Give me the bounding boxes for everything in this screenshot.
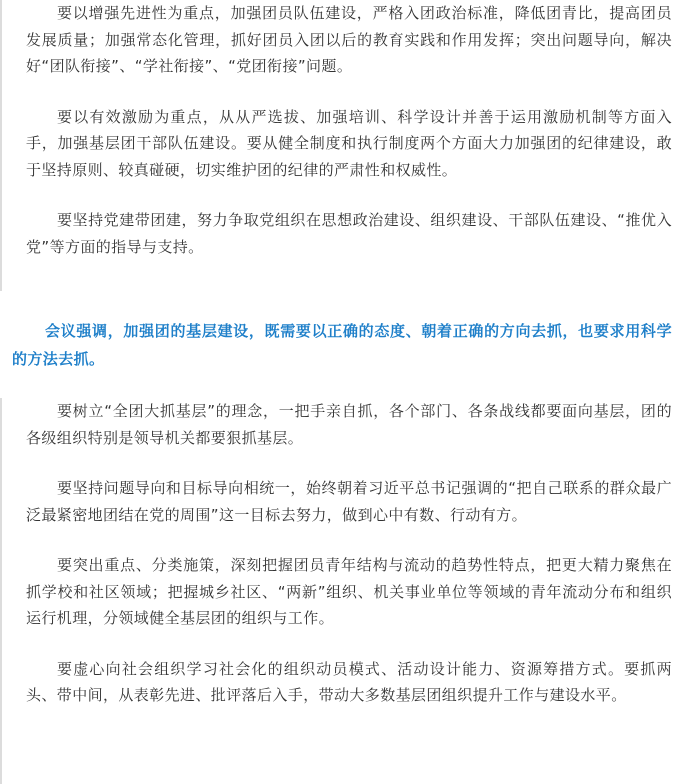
quote-block-bottom	[0, 398, 680, 784]
paragraph-focus-priorities: 要突出重点、分类施策，深刻把握团员青年结构与流动的趋势性特点，把更大精力聚焦在抓学校和社区领域；把握城乡社区、“两新”组织、机关事业单位等领域的青年流动分布和组织运行机理，分领域健全基层团的组织与工作。	[26, 556, 672, 627]
highlight-statement: 会议强调，加强团的基层建设，既需要以正确的态度、朝着正确的方向去抓，也要求用科学的方法去抓。	[12, 322, 672, 368]
paragraph-problem-goal-orientation: 要坚持问题导向和目标导向相统一，始终朝着习近平总书记强调的“把自己联系的群众最广泛最紧密地团结在党的周围”这一目标去努力，做到心中有数、行动有方。	[26, 479, 672, 524]
quote-block-top	[0, 0, 680, 291]
paragraph-member-building: 要以增强先进性为重点，加强团员队伍建设，严格入团政治标准，降低团青比，提高团员发展质量；加强常态化管理，抓好团员入团以后的教育实践和作用发挥；突出问题导向，解决好“团队衔接”、“学社衔接”、“党团衔接”问题。	[26, 4, 672, 75]
paragraph-grassroots-concept: 要树立“全团大抓基层”的理念，一把手亲自抓，各个部门、各条战线都要面向基层，团的各级组织特别是领导机关都要狠抓基层。	[26, 402, 672, 447]
paragraph-party-leads-league: 要坚持党建带团建，努力争取党组织在思想政治建设、组织建设、干部队伍建设、“推优入党”等方面的指导与支持。	[26, 211, 672, 256]
paragraph-cadre-building: 要以有效激励为重点，从从严选拔、加强培训、科学设计并善于运用激励机制等方面入手，加强基层团干部队伍建设。要从健全制度和执行制度两个方面大力加强团的纪律建设，敢于坚持原则、较真碰硬，切实维护团的纪律的严肃性和权威性。	[26, 107, 672, 179]
paragraph-learn-social-organizations: 要虚心向社会组织学习社会化的组织动员模式、活动设计能力、资源筹措方式。要抓两头、带中间，从表彰先进、批评落后入手，带动大多数基层团组织提升工作与建设水平。	[26, 659, 672, 704]
